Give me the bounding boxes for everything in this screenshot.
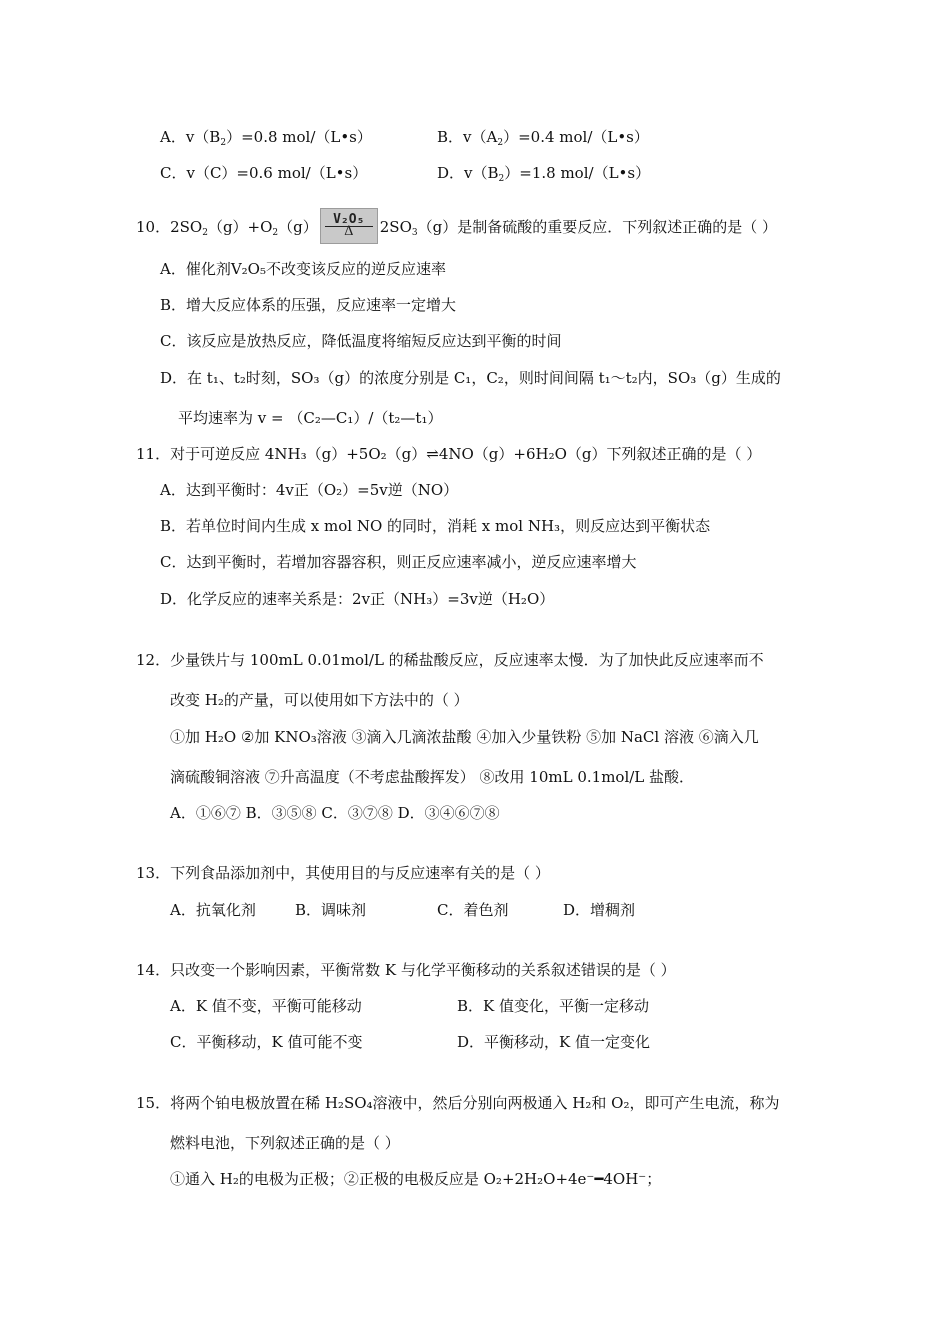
q11-option-c: C．达到平衡时，若增加容器容积，则正反应速率减小，逆反应速率增大 xyxy=(160,553,637,571)
q13-option-b: B．调味剂 xyxy=(295,901,367,919)
q11-stem: 11．对于可逆反应 4NH₃（g）+5O₂（g）⇌4NO（g）+6H₂O（g）下列叙述正确的是（ ） xyxy=(136,445,762,463)
q10-option-d-continued: 平均速率为 v = （C₂—C₁）/（t₂—t₁） xyxy=(178,409,443,427)
q14-option-c: C．平衡移动，K 值可能不变 xyxy=(170,1033,363,1051)
q11-option-d: D．化学反应的速率关系是：2v正（NH₃）=3v逆（H₂O） xyxy=(160,590,555,608)
q13-option-d: D．增稠剂 xyxy=(563,901,636,919)
q13-stem: 13．下列食品添加剂中，其使用目的与反应速率有关的是（ ） xyxy=(136,864,550,882)
q14-option-b: B．K 值变化，平衡一定移动 xyxy=(457,997,649,1015)
q10-stem: 10．$2SO_2(g)+O_2(g)$ V₂O₅ Δ $2SO_3(g)$是制备硫酸的重要反应．下列叙述正确的是（ ） xyxy=(136,210,777,246)
q14-stem: 14．只改变一个影响因素，平衡常数 K 与化学平衡移动的关系叙述错误的是（ ） xyxy=(136,961,676,979)
q13-option-a: A．抗氧化剂 xyxy=(170,901,256,919)
catalyst-arrow-image: V₂O₅ Δ xyxy=(320,208,378,244)
q10-option-d: D．在 t₁、t₂时刻，SO₃（g）的浓度分别是 C₁，C₂，则时间间隔 t₁～t₂内，SO₃（g）生成的 xyxy=(160,369,781,387)
q12-options: A．①⑥⑦ B．③⑤⑧ C．③⑦⑧ D．③④⑥⑦⑧ xyxy=(170,804,500,822)
q12-items-line2: 滴硫酸铜溶液 ⑦升高温度（不考虑盐酸挥发） ⑧改用 10mL 0.1mol/L 盐酸． xyxy=(170,768,695,786)
q9-option-c: C．v（C）=0.6 mol/（L•s） xyxy=(160,164,368,182)
q14-option-a: A．K 值不变，平衡可能移动 xyxy=(170,997,362,1015)
q9-option-d: D．$v(B_2)=1.8$ mol/（L•s） xyxy=(437,164,651,184)
q10-option-c: C．该反应是放热反应，降低温度将缩短反应达到平衡的时间 xyxy=(160,332,562,350)
q12-items-line1: ①加 H₂O ②加 KNO₃溶液 ③滴入几滴浓盐酸 ④加入少量铁粉 ⑤加 NaCl 溶液 ⑥滴入几 xyxy=(170,728,759,746)
q13-option-c: C．着色剂 xyxy=(437,901,509,919)
q9-option-a: A．$v(B_2)=0.8$ mol/（L•s） xyxy=(160,128,372,148)
q12-stem-line2: 改变 H₂的产量，可以使用如下方法中的（ ） xyxy=(170,691,469,709)
q9-option-b: B．$v(A_2)=0.4$ mol/（L•s） xyxy=(437,128,649,148)
q10-option-b: B．增大反应体系的压强，反应速率一定增大 xyxy=(160,296,457,314)
q11-option-b: B．若单位时间内生成 x mol NO 的同时，消耗 x mol NH₃，则反应达到平衡状态 xyxy=(160,517,711,535)
q15-items-line1: ①通入 H₂的电极为正极；②正极的电极反应是 O₂+2H₂O+4e⁻━4OH⁻； xyxy=(170,1170,662,1188)
q15-stem-line2: 燃料电池，下列叙述正确的是（ ） xyxy=(170,1134,400,1152)
q10-option-a: A．催化剂V₂O₅不改变该反应的逆反应速率 xyxy=(160,260,446,278)
q15-stem-line1: 15．将两个铂电极放置在稀 H₂SO₄溶液中，然后分别向两极通入 H₂和 O₂，即可产生电流，称为 xyxy=(136,1094,780,1112)
q14-option-d: D．平衡移动，K 值一定变化 xyxy=(457,1033,651,1051)
q12-stem-line1: 12．少量铁片与 100mL 0.01mol/L 的稀盐酸反应，反应速率太慢．为了加快此反应速率而不 xyxy=(136,651,764,669)
q11-option-a: A．达到平衡时：4v正（O₂）=5v逆（NO） xyxy=(160,481,459,499)
